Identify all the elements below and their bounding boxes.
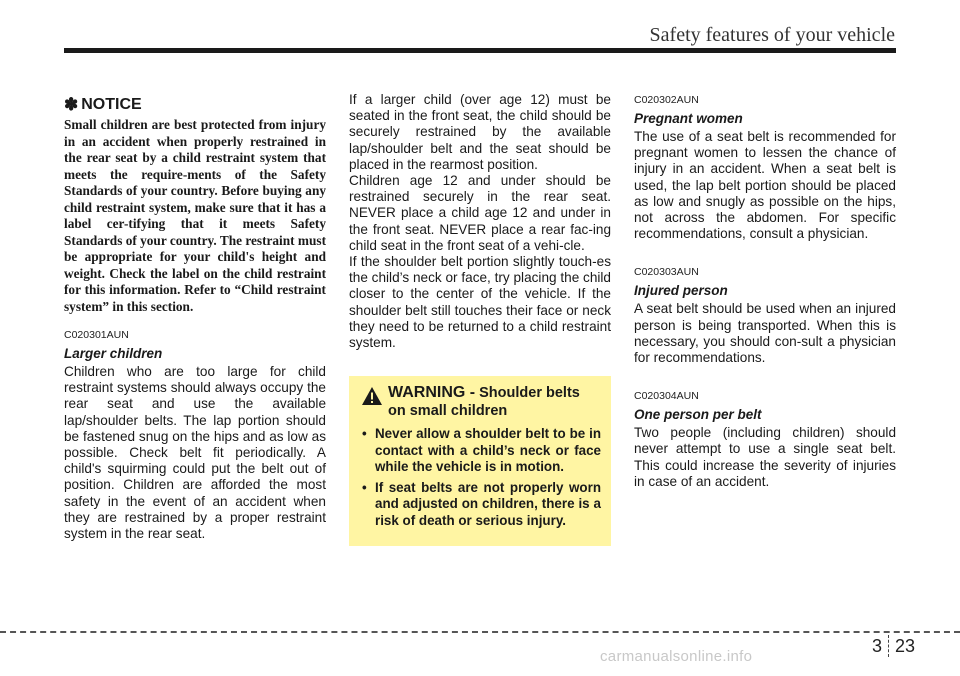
section-heading-one-person: One person per belt [634,407,762,423]
column-right [634,92,896,490]
page-number-separator [888,635,889,657]
warning-title-sub: Shoulder belts on small children [388,385,580,419]
page-number-value: 23 [894,635,915,656]
notice-body: Small children are best protected from injury in an accident when properly restrained in the rear seat by a child restraint system that meets the require-ments of the Safety Standards of your country. Before buying any child restraint system, make sure that it has a label cer-tifying that it meets Safety Standards of your country. The restraint must be appropriate for your child's height and weight. Check the label on the child restraint for this information. Refer to “Child restraint system” in this section. [64,117,326,314]
notice-heading [64,95,326,115]
footer-dashed-rule [0,631,960,633]
injured-person-body: A seat belt should be used when an injured person is being transported. When this is necessary, you should con-sult a physician for recommendations. [634,301,896,366]
page-number [872,635,915,657]
pregnant-women-body: The use of a seat belt is recommended for pregnant women to lessen the chance of injury in an accident. When a seat belt is used, the lap belt portion should be placed as low and snugly as possible on the hips, not across the abdomen. For specific recommendations, consult a physician. [634,129,896,242]
section-heading-pregnant-women: Pregnant women [634,111,743,126]
one-person-body: Two people (including children) should never attempt to use a single seat belt. This could increase the severity of injuries in case of an accident. [634,425,896,489]
notice-title: NOTICE [81,96,142,113]
watermark: carmanualsonline.info [600,648,753,665]
larger-children-para-3: Children age 12 and under should be restrained securely in the rear seat. NEVER place a child age 12 and under in the front seat. NEVER place a rear fac-ing child seat in the front seat of a vehi-cle. [349,173,611,253]
column-middle [349,92,611,351]
column-left [64,92,326,542]
section-heading-injured-person: Injured person [634,283,728,299]
warning-title-main: WARNING - [388,384,476,401]
warning-item: • If seat belts are not properly worn and adjusted on children, there is a risk of death or serious injury. [361,480,601,530]
section-code: C020304AUN [634,390,699,403]
warning-box [349,376,611,546]
warning-title [388,384,601,420]
section-code: C020302AUN [634,94,699,106]
section-code: C020303AUN [634,266,699,279]
larger-children-para-2: If a larger child (over age 12) must be seated in the front seat, the child should be securely restrained by the available lap/shoulder belt and the seat should be placed in the rearmost position. [349,92,611,172]
warning-heading [361,384,601,420]
warning-list [361,426,601,529]
warning-item: • Never allow a shoulder belt to be in contact with a child’s neck or face while the vehicle is in motion. [361,426,601,476]
section-heading-larger-children: Larger children [64,346,163,361]
chapter-number: 3 [871,635,882,656]
header-rule [64,48,896,53]
notice-star-icon: ✽ [64,95,79,114]
section-code: C020301AUN [64,329,129,341]
warning-triangle-icon [361,386,383,406]
larger-children-para-4: If the shoulder belt portion slightly touch-es the child’s neck or face, try placing the child closer to the center of the vehicle. If the shoulder belt still touches their face or neck they need to be returned to a child restraint system. [349,254,611,351]
page-header-title: Safety features of your vehicle [649,24,895,46]
larger-children-para-1: Children who are too large for child restraint systems should always occupy the rear seat and use the available lap/shoulder belts. The lap portion should be fastened snug on the hips and as low as possible. Check belt fit periodically. A child's squirming could put the belt out of position. Children are afforded the most safety in the event of an accident when they are restrained by a proper restraint system in the rear seat. [64,364,326,542]
